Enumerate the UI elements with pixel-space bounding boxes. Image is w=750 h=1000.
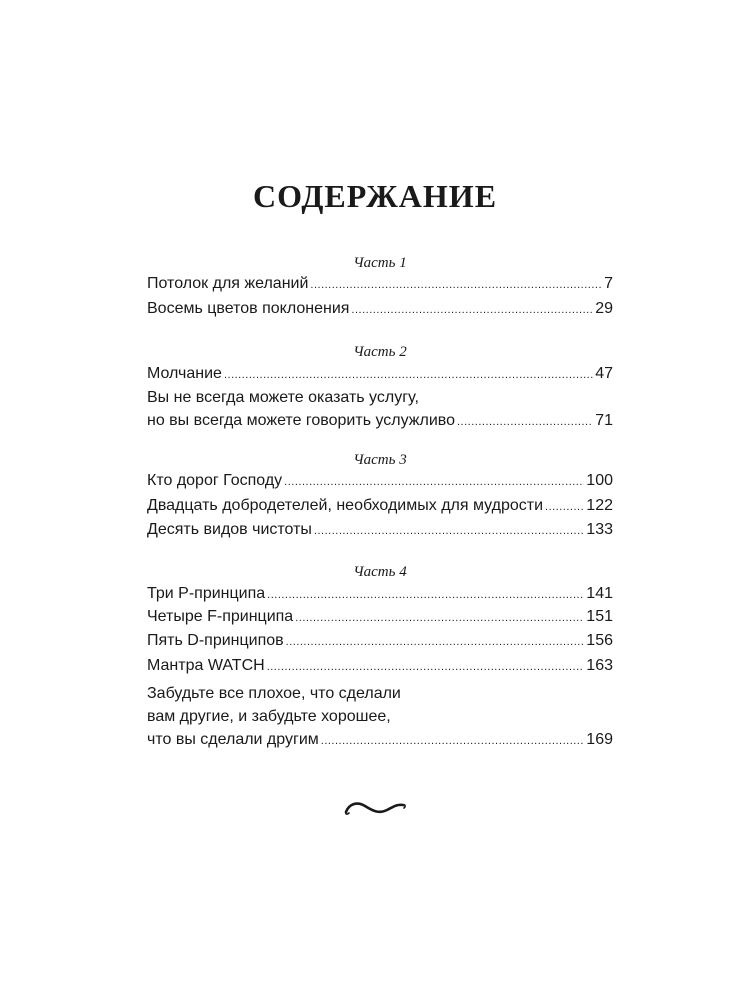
dot-leader bbox=[267, 584, 584, 607]
dot-leader bbox=[321, 730, 585, 753]
page-number: 151 bbox=[586, 608, 613, 625]
page-number: 141 bbox=[586, 585, 613, 602]
toc-entry[interactable] bbox=[147, 272, 613, 295]
toc-entry[interactable] bbox=[147, 297, 613, 320]
entry-title: Десять видов чистоты bbox=[147, 521, 312, 538]
toc-entry[interactable] bbox=[147, 682, 613, 751]
toc-entry[interactable] bbox=[147, 494, 613, 517]
entry-title: Молчание bbox=[147, 365, 222, 382]
tilde-swash-icon bbox=[343, 795, 407, 821]
part-heading: Часть 1 bbox=[353, 255, 407, 271]
page-number: 100 bbox=[586, 472, 613, 489]
toc-entry[interactable] bbox=[147, 469, 613, 492]
dot-leader bbox=[284, 471, 584, 494]
dot-leader bbox=[286, 631, 585, 654]
toc-entry[interactable] bbox=[147, 605, 613, 628]
part-heading: Часть 2 bbox=[353, 344, 407, 360]
entry-title: Вы не всегда можете оказать услугу, bbox=[147, 389, 419, 406]
entry-title: Потолок для желаний bbox=[147, 275, 309, 292]
dot-leader bbox=[310, 274, 602, 297]
entry-title: Забудьте все плохое, что сделали bbox=[147, 685, 401, 702]
entry-title: Двадцать добродетелей, необходимых для мудрости bbox=[147, 497, 544, 514]
entry-title: Мантра WATCH bbox=[147, 657, 265, 674]
dot-leader bbox=[314, 520, 584, 543]
page-number: 29 bbox=[595, 300, 613, 317]
page-number: 156 bbox=[586, 632, 613, 649]
entry-title: Восемь цветов поклонения bbox=[147, 300, 350, 317]
dot-leader bbox=[267, 656, 585, 679]
dot-leader bbox=[351, 299, 593, 322]
entry-title: Три P-принципа bbox=[147, 585, 266, 602]
entry-title: Кто дорог Господу bbox=[147, 472, 283, 489]
toc-entry[interactable] bbox=[147, 654, 613, 677]
toc-entry[interactable] bbox=[147, 629, 613, 652]
dot-leader bbox=[457, 411, 593, 434]
dot-leader bbox=[295, 607, 584, 630]
toc-entry[interactable] bbox=[147, 362, 613, 385]
dot-leader bbox=[224, 364, 593, 387]
page-number: 122 bbox=[586, 497, 613, 514]
entry-title: Пять D-принципов bbox=[147, 632, 284, 649]
page-number: 133 bbox=[586, 521, 613, 538]
entry-title: вам другие, и забудьте хорошее, bbox=[147, 708, 391, 725]
toc-entry[interactable] bbox=[147, 386, 613, 432]
page-number: 71 bbox=[595, 412, 613, 429]
toc-entry[interactable] bbox=[147, 582, 613, 605]
page-number: 7 bbox=[604, 275, 613, 292]
part-heading: Часть 3 bbox=[353, 452, 407, 468]
entry-title: что вы сделали другим bbox=[147, 731, 319, 748]
toc-entry[interactable] bbox=[147, 518, 613, 541]
page-title: СОДЕРЖАНИЕ bbox=[252, 178, 498, 214]
entry-title: Четыре F-принципа bbox=[147, 608, 294, 625]
entry-title: но вы всегда можете говорить услужливо bbox=[147, 412, 455, 429]
page-number: 47 bbox=[595, 365, 613, 382]
page-number: 169 bbox=[586, 731, 613, 748]
part-heading: Часть 4 bbox=[353, 564, 407, 580]
page-number: 163 bbox=[586, 657, 613, 674]
dot-leader bbox=[545, 496, 584, 519]
